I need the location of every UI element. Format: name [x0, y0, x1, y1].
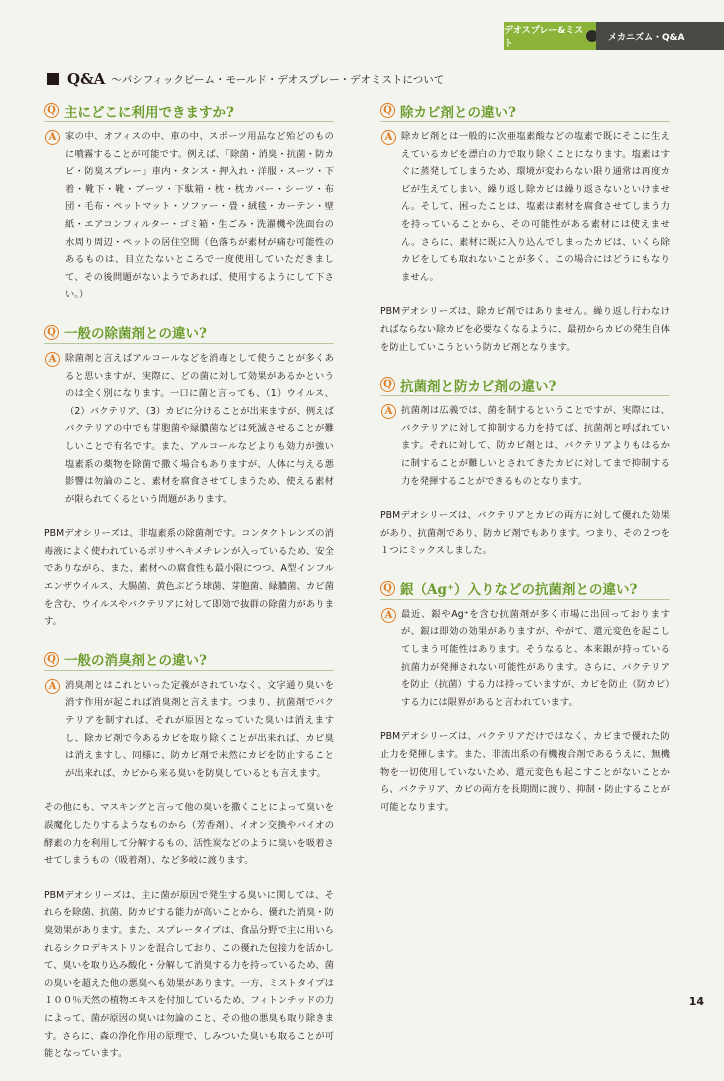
qa-section [44, 100, 334, 304]
answer-paragraph: PBMデオシリーズは、除カビ剤ではありません。繰り返し行わなければならない除カビを必要なくなるように、最初からカビの発生自体を防止していこうという防カビ剤となります。 [380, 306, 670, 353]
question-heading [380, 374, 670, 396]
answer-paragraph: 除菌剤と言えばアルコールなどを消毒として使うことが多くあると思いますが、実際に、どの菌に対して効果があるかというのは全く別になります。一口に菌と言っても、（1）ウイルス、（2）バクテリア、（3）カビに分けることが出来ますが、例えばバクテリアの中でも芽胞菌や緑膿菌などは死滅させることが難しいことで有名です。また、アルコールなどよりも効力が強い塩素系の薬物を除菌で撒く場合もありますが、人体に与える悪影響は勿論のこと、素材を腐食させてしまうため、使える素材が限られてくるという問題があります。 [65, 352, 334, 505]
answer-paragraph: 除カビ剤とは一般的に次亜塩素酸などの塩素で既にそこに生ええているカビを漂白の力で取り除くことになります。塩素はすぐに蒸発してしまうため、環境が変わらない限り通常は再度カビが生えてしまい、繰り返し除カビは繰り返さないといけません。そして、困ったことは、塩素は素材を腐食させてしまう力を持っていることから、その可能性がある素材には使えません。さらに、素材に既に入り込んでしまったカビは、いくら除カビをしても取れないことが多く、この場合にはどうにもなりません。 [401, 131, 670, 283]
question-heading [44, 100, 334, 122]
question-text: 主にどこに利用できますか? [64, 104, 234, 121]
q-badge-icon: Q [44, 325, 59, 340]
q-badge-icon: Q [380, 377, 395, 392]
question-text: 銀（Ag⁺）入りなどの抗菌剤との違い? [400, 582, 638, 599]
answer [44, 350, 334, 508]
qa-section [44, 322, 334, 631]
q-badge-icon: Q [44, 103, 59, 118]
header-tab [504, 22, 724, 50]
answer-paragraph: 家の中、オフィスの中、車の中、スポーツ用品など殆どのものに噴霧することが可能です。例えば、「除菌・消臭・抗菌・防カビ・防臭スプレー」車内・タンス・押入れ・洋服・スーツ・下着・靴下・靴・ブーツ・下駄箱・枕・枕カバー・シーツ・布団・毛布・ペットマット・ソファー・畳・絨毯・カーテン・壁紙・エアコンフィルター・ゴミ箱・生ごみ・洗濯機や洗面台の水周り周辺・ペットの居住空間（色落ちが素材が痛む可能性のあるものは、目立たないところで一度使用していただきまして、その後問題がないようであれば、使用するようにして下さい。） [65, 131, 334, 301]
answer-paragraph: 消臭剤とはこれといった定義がされていなく、文字通り臭いを消す作用が起これば消臭剤と言えます。つまり、抗菌剤でバクテリアを制すれば、それが原因となっていた臭いは消えますし、除カビ剤で今あるカビを取り除くことが出来れば、カビ臭は消えますし、同様に、防カビ剤で未然にカビを防止することが出来れば、カビから来る臭いを防臭しているとも言えます。 [65, 679, 334, 779]
a-badge-icon: A [45, 679, 60, 694]
qa-section [380, 374, 670, 560]
title-subtitle: 〜パシフィックビーム・モールド・デオスプレー・デオミストについて [111, 73, 445, 86]
question-text: 抗菌剤と防カビ剤の違い? [400, 378, 557, 395]
answer-paragraph: PBMデオシリーズは、バクテリアとカビの両方に対して優れた効果があり、抗菌剤であり、防カビ剤でもあります。つまり、その２つを１つにミックスしました。 [380, 510, 670, 557]
left-column [44, 100, 334, 1081]
qa-section [380, 578, 670, 817]
answer-paragraph: PBMデオシリーズは、非塩素系の除菌剤です。コンタクトレンズの消毒液によく使われているポリサヘキメチレンが入っているため、安全でありながら、また、素材への腐食性も最小限につつ、A型インフルエンザウイルス、大腸菌、黄色ぶどう球菌、芽胞菌、緑膿菌、カビ菌を含む、ウイルスやバクテリアに対して即効で抜群の除菌力があります。 [44, 528, 334, 628]
title-main: Q&A [67, 70, 106, 88]
question-heading [380, 100, 670, 122]
answer-paragraph: PBMデオシリーズは、バクテリアだけではなく、カビまで優れた防止力を発揮します。また、非流出系の有機複合剤であるうえに、無機物を一切使用していないため、還元変色も起こすことがないことから、バクテリア、カビの両方を長期間に渡り、抑制・防止することが可能となります。 [380, 731, 670, 813]
right-column [380, 100, 670, 834]
question-heading [44, 649, 334, 671]
question-heading [44, 322, 334, 344]
answer [380, 606, 670, 712]
answer [44, 677, 334, 783]
answer-paragraph: その他にも、マスキングと言って他の臭いを撒くことによって臭いを誤魔化したりするようなものから（芳香剤）、イオン交換やバイオの酵素の力を利用して分解するもの、活性炭などのように臭いを吸着させてしまうもの（吸着剤）、など多岐に渡ります。 [44, 802, 334, 867]
qa-section [380, 100, 670, 356]
question-text: 除カビ剤との違い? [400, 104, 516, 121]
page-number: 14 [688, 995, 704, 1008]
a-badge-icon: A [381, 404, 396, 419]
a-badge-icon: A [45, 130, 60, 145]
question-heading [380, 578, 670, 600]
answer [380, 402, 670, 490]
section-tag: デオスプレー&ミスト [504, 22, 594, 50]
a-badge-icon: A [381, 608, 396, 623]
title-square-icon [47, 73, 59, 85]
answer [44, 128, 334, 304]
chapter-label: メカニズム・Q&A [596, 22, 724, 50]
q-badge-icon: Q [380, 581, 395, 596]
answer-paragraph: 抗菌剤は広義では、菌を制するということですが、実際には、バクテリアに対して抑制する力を持てば、抗菌剤と呼ばれています。それに対して、防カビ剤とは、バクテリアよりもはるかに制することが難しいとされてきたカビに対してまで抑制する力を発揮することができるものとなります。 [401, 405, 670, 487]
qa-section [44, 649, 334, 1063]
answer-paragraph: 最近、銀やAg⁺を含む抗菌剤が多く市場に出回っておりますが、銀は即効の効果がありますが、やがて、還元変色を起こしてしまう可能性はあります。そうなると、本来銀が持っている抗菌力が発揮されない可能性があります。さらに、バクテリアを防止（抗菌）する力は持っていますが、カビを防止（防カビ）する力には限界があると言われています。 [401, 608, 670, 708]
answer [380, 128, 670, 286]
answer-paragraph: PBMデオシリーズは、主に菌が原因で発生する臭いに関しては、それらを除菌、抗菌、防カビする能力が高いことから、優れた消臭・防臭効果があります。また、スプレータイプは、食品分野で主に用いられるシクロデキストリンを混合しており、この優れた包接力を活かして、臭いを取り込み酸化・分解して消臭する力を持っているため、菌の臭いを超えた他の悪臭へも効果があります。一方、ミストタイプは１００％天然の植物エキスを付加しているため、フィトンチッドの力によって、菌が原因の臭いは勿論のこと、その他の悪臭も取り除きます。さらに、森の浄化作用の原理で、しみついた臭いも取ることが可能となっています。 [44, 889, 334, 1060]
a-badge-icon: A [45, 352, 60, 367]
question-text: 一般の消臭剤との違い? [64, 653, 207, 670]
q-badge-icon: Q [44, 652, 59, 667]
q-badge-icon: Q [380, 103, 395, 118]
question-text: 一般の除菌剤との違い? [64, 326, 207, 343]
page-title [47, 70, 667, 88]
a-badge-icon: A [381, 130, 396, 145]
